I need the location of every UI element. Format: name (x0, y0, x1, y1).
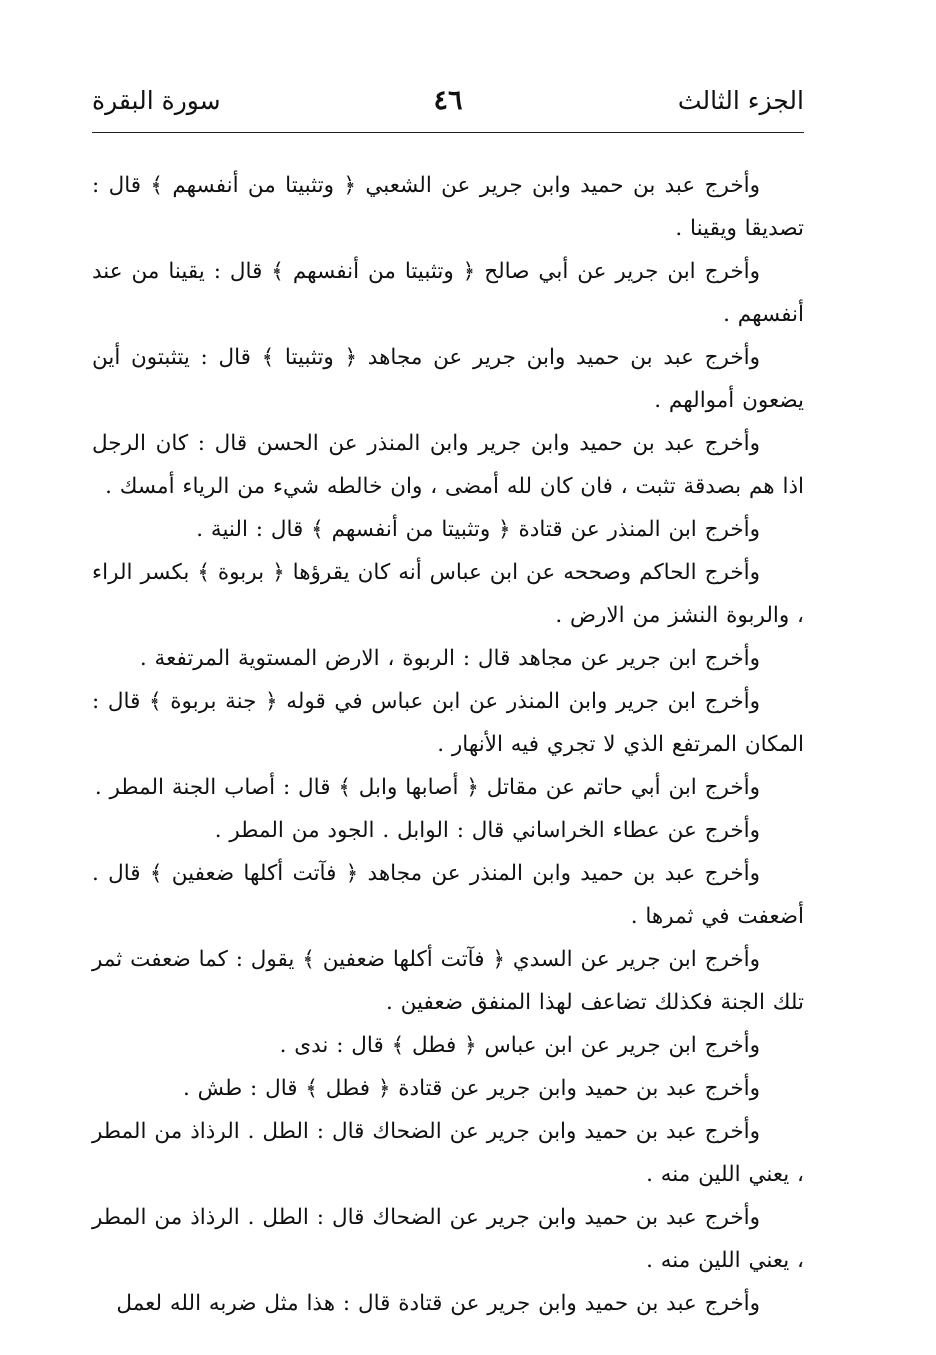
header-rule (92, 132, 804, 133)
paragraph: وأخرج عبد بن حميد وابن المنذر عن مجاهد ﴿ فآتت أكلها ضعفين ﴾ قال . أضعفت في ثمرها . (92, 861, 804, 929)
book-page (92, 78, 804, 1318)
paragraph: وأخرج عبد بن حميد وابن جرير عن قتادة قال : هذا مثل ضربه الله لعمل (116, 1291, 760, 1316)
paragraph: وأخرج ابن جرير عن مجاهد قال : الربوة ، الارض المستوية المرتفعة . (139, 646, 760, 671)
part-label: الجزء الثالث (677, 86, 804, 115)
paragraph: وأخرج ابن المنذر عن قتادة ﴿ وتثبيتا من أنفسهم ﴾ قال : النية . (196, 517, 760, 542)
paragraph: وأخرج عن عطاء الخراساني قال : الوابل . الجود من المطر . (214, 818, 760, 843)
paragraph: وأخرج عبد بن حميد وابن جرير عن مجاهد ﴿ وتثبيتا ﴾ قال : يتثبتون أين يضعون أموالهم . (92, 345, 804, 413)
paragraph: وأخرج عبد بن حميد وابن جرير وابن المنذر عن الحسن قال : كان الرجل اذا هم بصدقة تثبت ، فان كان لله أمضى ، وان خالطه شيء من الرياء أمسك . (92, 431, 804, 499)
paragraph: وأخرج ابن جرير عن أبي صالح ﴿ وتثبيتا من أنفسهم ﴾ قال : يقينا من عند أنفسهم . (92, 259, 804, 327)
paragraph: وأخرج ابن جرير وابن المنذر عن ابن عباس في قوله ﴿ جنة بربوة ﴾ قال : المكان المرتفع الذي لا تجري فيه الأنهار . (92, 689, 804, 757)
running-header (92, 78, 804, 124)
page-number: ٤٦ (433, 85, 463, 116)
paragraph: وأخرج ابن أبي حاتم عن مقاتل ﴿ أصابها وابل ﴾ قال : أصاب الجنة المطر . (94, 775, 760, 800)
paragraph: وأخرج الحاكم وصححه عن ابن عباس أنه كان يقرؤها ﴿ بربوة ﴾ بكسر الراء ، والربوة النشز من الارض . (92, 560, 804, 628)
page-body (92, 164, 804, 1325)
paragraph: وأخرج عبد بن حميد وابن جرير عن الضحاك قال : الطل . الرذاذ من المطر ، يعني اللين منه . (92, 1119, 804, 1187)
paragraph: وأخرج عبد بن حميد وابن جرير عن الشعبي ﴿ وتثبيتا من أنفسهم ﴾ قال : تصديقا ويقينا . (92, 173, 804, 241)
surah-label: سورة البقرة (92, 86, 221, 115)
paragraph: وأخرج ابن جرير عن السدي ﴿ فآتت أكلها ضعفين ﴾ يقول : كما ضعفت ثمر تلك الجنة فكذلك تضاعف لهذا المنفق ضعفين . (92, 947, 804, 1015)
paragraph: وأخرج عبد بن حميد وابن جرير عن قتادة ﴿ فطل ﴾ قال : طش . (182, 1076, 760, 1101)
paragraph: وأخرج عبد بن حميد وابن جرير عن الضحاك قال : الطل . الرذاذ من المطر ، يعني اللين منه . (92, 1205, 804, 1273)
paragraph: وأخرج ابن جرير عن ابن عباس ﴿ فطل ﴾ قال : ندى . (279, 1033, 760, 1058)
